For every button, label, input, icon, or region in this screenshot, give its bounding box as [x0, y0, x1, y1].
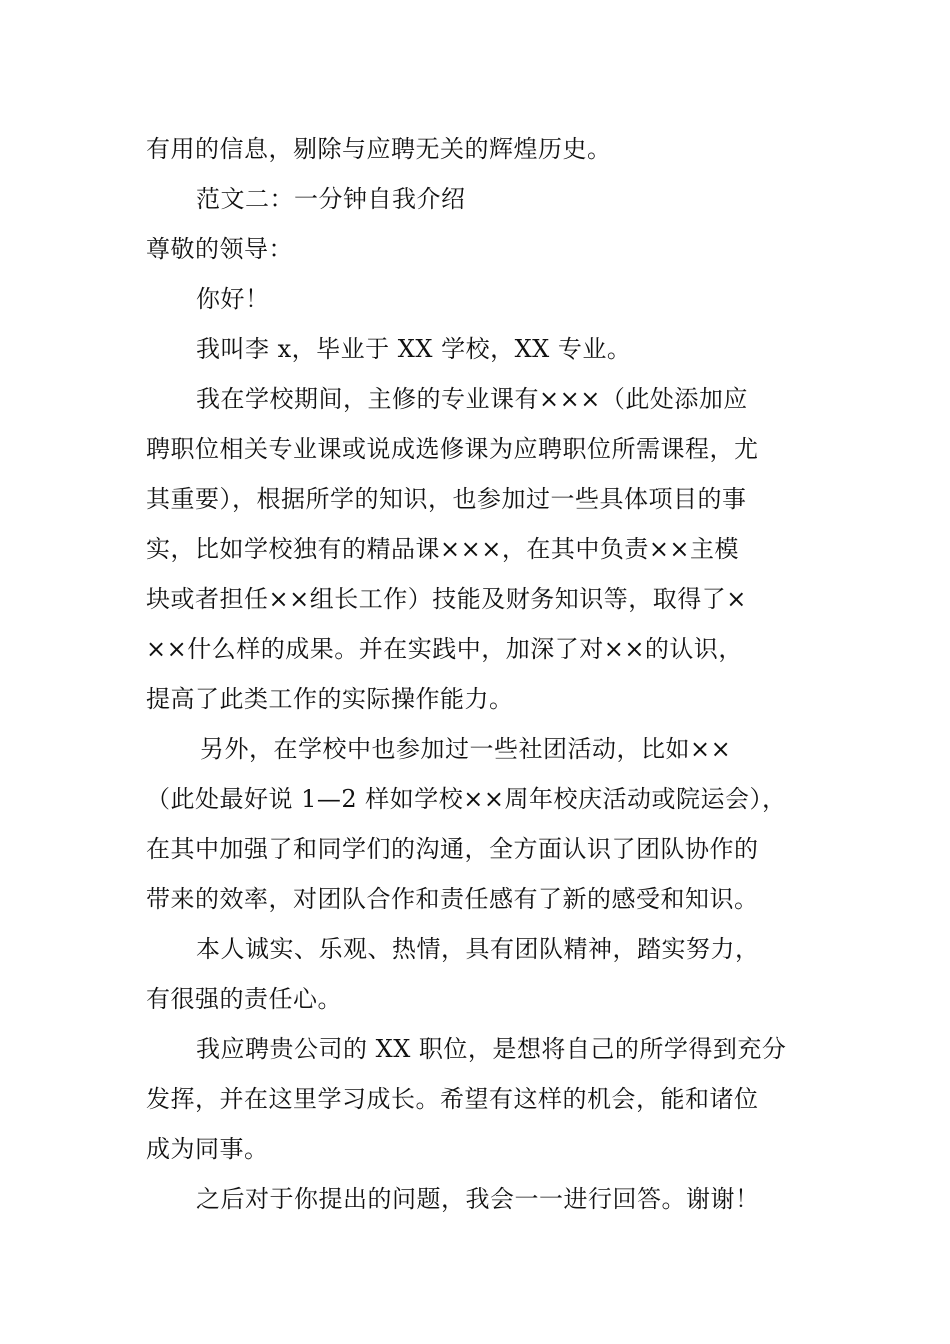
- text-line: 另外，在学校中也参加过一些社团活动，比如××: [200, 735, 732, 763]
- text-line: 有很强的责任心。: [146, 985, 342, 1013]
- text-line: 我在学校期间，主修的专业课有×××（此处添加应: [196, 385, 748, 413]
- text-line: 成为同事。: [146, 1135, 269, 1163]
- closing-line: 之后对于你提出的问题，我会一一进行回答。谢谢！: [196, 1185, 760, 1213]
- text-line: 提高了此类工作的实际操作能力。: [146, 685, 514, 713]
- text-line: 聘职位相关专业课或说成选修课为应聘职位所需课程，尤: [146, 435, 759, 463]
- text-line: 实，比如学校独有的精品课×××，在其中负责××主模: [146, 535, 740, 563]
- text-line: 块或者担任××组长工作）技能及财务知识等，取得了×: [146, 585, 747, 613]
- text-line: 有用的信息，剔除与应聘无关的辉煌历史。: [146, 135, 612, 163]
- section-heading: 范文二：一分钟自我介绍: [196, 185, 466, 213]
- text-line: 我应聘贵公司的 XX 职位，是想将自己的所学得到充分: [196, 1035, 787, 1063]
- greeting: 你好！: [196, 285, 270, 313]
- text-line: 在其中加强了和同学们的沟通，全方面认识了团队协作的: [146, 835, 759, 863]
- text-line: 带来的效率，对团队合作和责任感有了新的感受和知识。: [146, 885, 759, 913]
- text-line: 其重要），根据所学的知识，也参加过一些具体项目的事: [146, 485, 747, 513]
- text-line: 本人诚实、乐观、热情，具有团队精神，踏实努力，: [196, 935, 760, 963]
- text-line: ××什么样的成果。并在实践中，加深了对××的认识，: [146, 635, 743, 663]
- text-line: （此处最好说 1—2 样如学校××周年校庆活动或院运会），: [146, 785, 787, 813]
- text-line: 发挥，并在这里学习成长。希望有这样的机会，能和诸位: [146, 1085, 759, 1113]
- text-line: 我叫李 x，毕业于 XX 学校，XX 专业。: [196, 335, 632, 363]
- salutation: 尊敬的领导：: [146, 235, 293, 263]
